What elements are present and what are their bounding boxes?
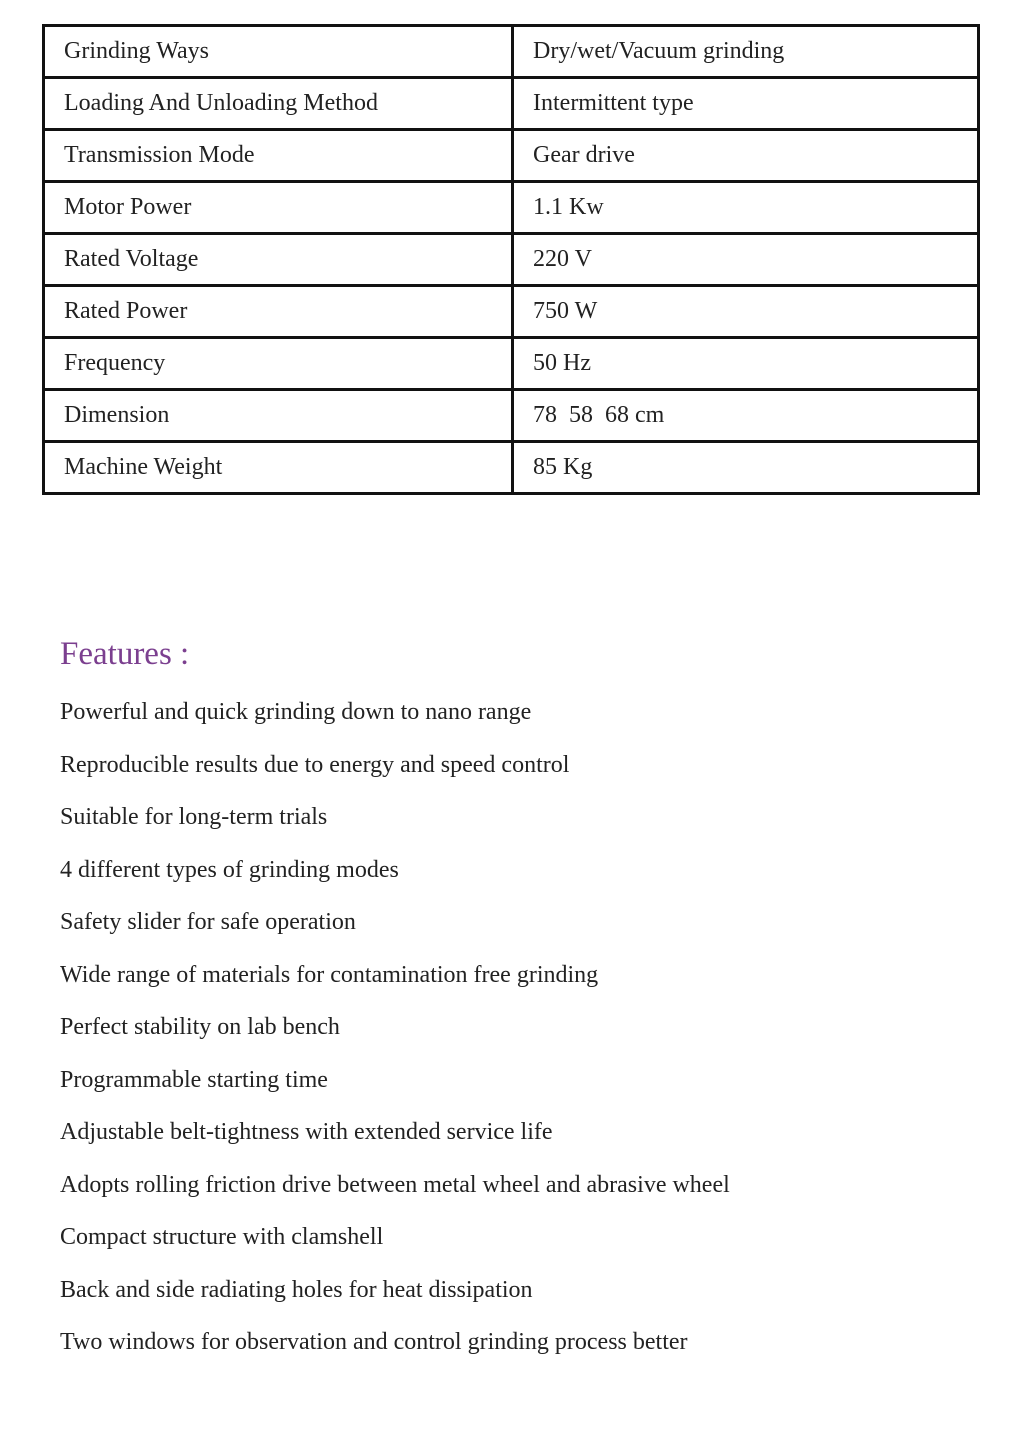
list-item: Safety slider for safe operation (60, 909, 356, 935)
spec-value: 1.1 Kw (513, 182, 979, 234)
list-item: Programmable starting time (60, 1066, 328, 1093)
spec-key: Loading And Unloading Method (44, 78, 513, 130)
list-item: Back and side radiating holes for heat dissipation (60, 1276, 533, 1303)
spec-value: Gear drive (513, 130, 979, 182)
spec-value: 750 W (513, 286, 979, 338)
spec-key: Transmission Mode (44, 130, 513, 182)
spec-key: Rated Power (44, 286, 513, 338)
spec-value: 85 Kg (513, 442, 979, 494)
table-row (44, 286, 979, 338)
list-item: 4 different types of grinding modes (60, 856, 399, 883)
features-list (60, 697, 730, 1380)
list-item: Perfect stability on lab bench (60, 1014, 340, 1040)
spec-key: Grinding Ways (44, 26, 513, 78)
spec-key: Motor Power (44, 182, 513, 234)
list-item: Adjustable belt-tightness with extended service life (60, 1119, 553, 1145)
spec-key: Rated Voltage (44, 234, 513, 286)
table-row (44, 234, 979, 286)
list-item: Wide range of materials for contamination free grinding (60, 961, 599, 988)
table-row (44, 182, 979, 234)
table-row (44, 338, 979, 390)
table-row (44, 390, 979, 442)
spec-value: Intermittent type (513, 78, 979, 130)
spec-value: 50 Hz (513, 338, 979, 390)
spec-key: Machine Weight (44, 442, 513, 494)
table-row (44, 130, 979, 182)
list-item: Powerful and quick grinding down to nano range (60, 699, 532, 725)
list-item: Suitable for long-term trials (60, 804, 328, 830)
list-item: Adopts rolling friction drive between metal wheel and abrasive wheel (60, 1171, 730, 1198)
list-item: Reproducible results due to energy and speed control (60, 751, 570, 778)
spec-key: Dimension (44, 390, 513, 442)
table-row (44, 442, 979, 494)
specifications-table (42, 24, 980, 495)
features-heading: Features : (60, 636, 190, 672)
spec-value: 78 58 68 cm (513, 390, 979, 442)
table-row (44, 26, 979, 78)
spec-value: Dry/wet/Vacuum grinding (513, 26, 979, 78)
list-item: Compact structure with clamshell (60, 1224, 384, 1250)
spec-key: Frequency (44, 338, 513, 390)
list-item: Two windows for observation and control grinding process better (60, 1329, 688, 1355)
table-row (44, 78, 979, 130)
spec-value: 220 V (513, 234, 979, 286)
